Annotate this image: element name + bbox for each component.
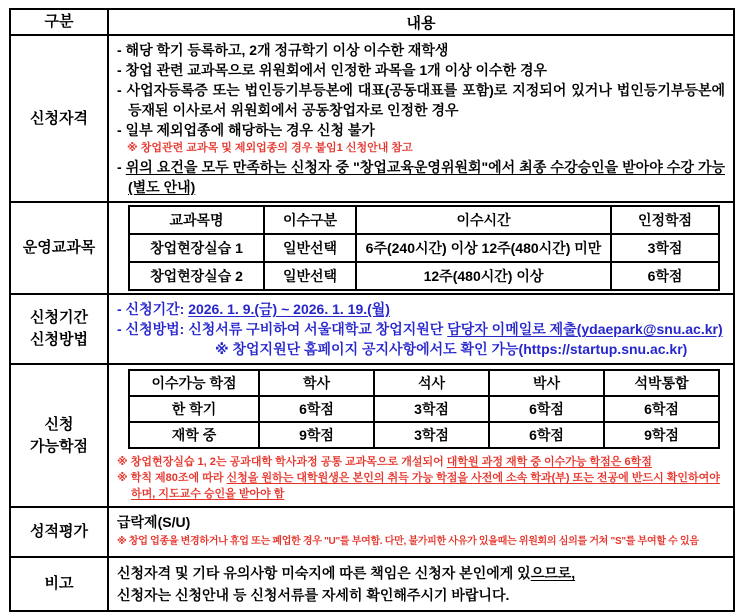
credits-table-header-row bbox=[129, 370, 719, 396]
courses-content bbox=[108, 202, 734, 294]
period-label bbox=[10, 294, 108, 364]
credits-header-integrated: 석박통합 bbox=[604, 370, 719, 396]
remarks-label: 비고 bbox=[10, 557, 108, 611]
credits-red-note-2 bbox=[117, 470, 725, 502]
grading-content bbox=[108, 507, 734, 557]
course-name: 창업현장실습 1 bbox=[129, 234, 264, 262]
courses-table-row bbox=[129, 234, 719, 262]
row-grading bbox=[10, 507, 734, 557]
row-eligibility bbox=[10, 35, 734, 202]
credits-red-note-1 bbox=[117, 454, 725, 470]
credits-cell: 3학점 bbox=[374, 396, 489, 422]
credits-table-row bbox=[129, 396, 719, 422]
courses-header-credit: 인정학점 bbox=[611, 206, 719, 234]
credits-cell: 9학점 bbox=[259, 422, 374, 448]
eligibility-bullet-5 bbox=[117, 157, 725, 197]
period-dates-line bbox=[117, 299, 725, 319]
remarks-line-1-text: 신청자격 및 기타 유의사항 미숙지에 따른 책임은 신청자 본인에게 있 bbox=[117, 565, 531, 581]
credits-note-1-underlined: 대학원 과정 재학 중 이수가능 학점은 6학점 bbox=[446, 456, 652, 468]
remarks-content bbox=[108, 557, 734, 611]
credits-cell: 6학점 bbox=[259, 396, 374, 422]
period-dates-value: 2026. 1. 9.(금) ~ 2026. 1. 19.(월) bbox=[188, 301, 390, 317]
eligibility-bullet-5-dash: - bbox=[117, 159, 126, 175]
courses-label: 운영교과목 bbox=[10, 202, 108, 294]
period-label-line2: 신청방법 bbox=[30, 331, 88, 348]
row-period bbox=[10, 294, 734, 364]
eligibility-label: 신청자격 bbox=[10, 35, 108, 202]
remarks-line-2: 신청자는 신청안내 등 신청서류를 자세히 확인해주시기 바랍니다. bbox=[117, 587, 510, 603]
eligibility-bullet-3: - 사업자등록증 또는 법인등기부등본에 대표(공동대표를 포함)로 지정되어 있거나 법인등기부등본에 등재된 이사로서 위원회에서 공동창업자로 인정한 경우 bbox=[117, 82, 725, 118]
credits-cell: 6학점 bbox=[489, 396, 604, 422]
period-method-prefix: - 신청방법: 신청서류 구비하여 서울대학교 창업지원단 bbox=[117, 321, 448, 337]
course-name: 창업현장실습 2 bbox=[129, 262, 264, 290]
credits-table bbox=[128, 369, 720, 449]
remarks-line-1 bbox=[117, 562, 725, 584]
eligibility-bullet-5-underlined: 위의 요건을 모두 만족하는 신청자 중 "창업교육운영위원회"에서 최종 수강승인을 받아야 수강 가능 (별도 안내) bbox=[125, 159, 725, 195]
credits-cell: 3학점 bbox=[374, 422, 489, 448]
credits-cell: 9학점 bbox=[604, 422, 719, 448]
credits-content bbox=[108, 364, 734, 507]
credits-label-line2: 가능학점 bbox=[30, 437, 88, 455]
grading-red-note: ※ 창업 업종을 변경하거나 휴업 또는 폐업한 경우 "U"를 부여함. 다만, 불가피한 사유가 있을때는 위원회의 심의를 거쳐 "S"를 부여할 수 있음 bbox=[117, 536, 699, 547]
period-method-email: 담당자 이메일로 제출(ydaepark@snu.ac.kr) bbox=[447, 321, 723, 337]
table-header-row bbox=[10, 9, 734, 35]
courses-table-row bbox=[129, 262, 719, 290]
credits-cell: 6학점 bbox=[604, 396, 719, 422]
period-content bbox=[108, 294, 734, 364]
courses-table-header-row bbox=[129, 206, 719, 234]
period-method-line bbox=[117, 319, 725, 339]
credits-row-label: 한 학기 bbox=[129, 396, 259, 422]
credits-note-1-prefix: ※ 창업현장실습 1, 2는 공과대학 학사과정 공통 교과목으로 개설되어 bbox=[117, 456, 447, 468]
credits-header-label: 이수가능 학점 bbox=[129, 370, 259, 396]
credits-header-doctor: 박사 bbox=[489, 370, 604, 396]
course-type: 일반선택 bbox=[264, 262, 356, 290]
credits-cell: 6학점 bbox=[489, 422, 604, 448]
credits-note-2-prefix: ※ 학칙 제80조에 따라 bbox=[117, 472, 227, 484]
eligibility-bullet-4: - 일부 제외업종에 해당하는 경우 신청 불가 bbox=[117, 122, 375, 138]
application-guide-table bbox=[9, 8, 735, 612]
eligibility-bullet-2: - 창업 관련 교과목으로 위원회에서 인정한 과목을 1개 이상 이수한 경우 bbox=[117, 62, 548, 78]
credits-table-row bbox=[129, 422, 719, 448]
grading-value: 급락제(S/U) bbox=[117, 514, 191, 530]
credits-red-notes bbox=[117, 454, 725, 502]
credits-header-bachelor: 학사 bbox=[259, 370, 374, 396]
eligibility-content bbox=[108, 35, 734, 202]
period-dates-prefix: - 신청기간: bbox=[117, 301, 189, 317]
eligibility-red-note: ※ 창업관련 교과목 및 제외업종의 경우 붙임1 신청안내 참고 bbox=[127, 142, 413, 154]
row-courses bbox=[10, 202, 734, 294]
period-homepage-note: ※ 창업지원단 홈페이지 공지사항에서도 확인 가능(https://startup.snu.ac.kr) bbox=[215, 341, 688, 357]
courses-header-name: 교과목명 bbox=[129, 206, 264, 234]
course-type: 일반선택 bbox=[264, 234, 356, 262]
credits-label-line1: 신청 bbox=[44, 415, 74, 433]
eligibility-bullet-1: - 해당 학기 등록하고, 2개 정규학기 이상 이수한 재학생 bbox=[117, 42, 449, 58]
credits-header-master: 석사 bbox=[374, 370, 489, 396]
course-hours: 6주(240시간) 이상 12주(480시간) 미만 bbox=[356, 234, 611, 262]
credits-note-2-underlined: 신청을 원하는 대학원생은 본인의 취득 가능 학점을 사전에 소속 학과(부) 또는 전공에 반드시 확인하여야 하며, 지도교수 승인을 받아야 함 bbox=[131, 472, 720, 500]
course-credit: 6학점 bbox=[611, 262, 719, 290]
grading-label: 성적평가 bbox=[10, 507, 108, 557]
credits-row-label: 재학 중 bbox=[129, 422, 259, 448]
header-category-cell: 구분 bbox=[10, 9, 108, 35]
courses-header-hours: 이수시간 bbox=[356, 206, 611, 234]
row-credits bbox=[10, 364, 734, 507]
period-label-line1: 신청기간 bbox=[30, 309, 88, 326]
credits-label bbox=[10, 364, 108, 507]
header-content-cell: 내용 bbox=[108, 9, 734, 35]
row-remarks bbox=[10, 557, 734, 611]
course-credit: 3학점 bbox=[611, 234, 719, 262]
remarks-line-1-underlined: 으므로, bbox=[530, 565, 576, 581]
course-hours: 12주(480시간) 이상 bbox=[356, 262, 611, 290]
courses-table bbox=[128, 205, 720, 291]
courses-header-type: 이수구분 bbox=[264, 206, 356, 234]
